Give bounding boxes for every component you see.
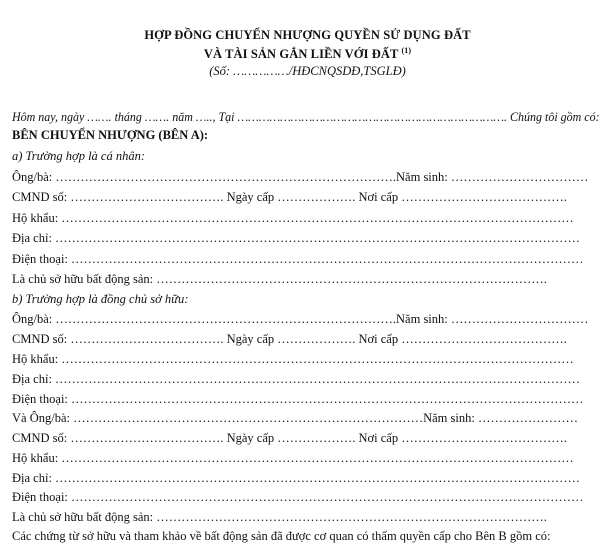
- household-field: Hộ khẩu: ……………………………………………………………………………………………………………: [12, 211, 574, 225]
- case-co-owner-heading: b) Trường hợp là đồng chủ sở hữu:: [12, 292, 189, 306]
- second-owner-phone-field: Điện thoại: ……………………………………………………………………………………………………………: [12, 490, 584, 504]
- second-owner-address-field: Địa chỉ: ………………………………………………………………………………………………………………: [12, 471, 581, 485]
- second-owner-name-field: Và Ông/bà: …………………………………………………………………………Năm sinh: ……………………: [12, 411, 578, 425]
- owner-name-field: Ông/bà: ……………………………………………………………………….Năm sinh: ……………………………: [12, 170, 589, 184]
- co-owner-phone-field: Điện thoại: ……………………………………………………………………………………………………………: [12, 392, 584, 406]
- co-owner-household-field: Hộ khẩu: ……………………………………………………………………………………………………………: [12, 352, 574, 366]
- document-title-line-1: HỢP ĐỒNG CHUYỂN NHƯỢNG QUYỀN SỬ DỤNG ĐẤT: [144, 28, 471, 42]
- second-owner-id-card-field: CMND số: ………………………………. Ngày cấp ………………. Nơi cấp ………………………………….: [12, 431, 567, 445]
- case-individual-heading: a) Trường hợp là cá nhân:: [12, 149, 146, 163]
- ownership-documents-line: Các chứng từ sở hữu và tham khảo về bất động sản đã được cơ quan có thẩm quyền cấp cho Bên B gồm có:: [12, 529, 551, 543]
- footnote-marker: (1): [401, 46, 412, 55]
- date-place-line: Hôm nay, ngày ……. tháng ……. năm ….., Tại …………………………………………………………………. Chúng tôi gồm có:: [12, 110, 600, 124]
- co-owner-name-field: Ông/bà: ……………………………………………………………………….Năm sinh: ……………………………: [12, 312, 589, 326]
- co-property-owner-field: Là chủ sở hữu bất động sản: ………………………………………………………………………………….: [12, 510, 547, 524]
- second-owner-household-field: Hộ khẩu: ……………………………………………………………………………………………………………: [12, 451, 574, 465]
- address-field: Địa chỉ: ………………………………………………………………………………………………………………: [12, 231, 581, 245]
- id-card-field: CMND số: ………………………………. Ngày cấp ………………. Nơi cấp ………………………………….: [12, 190, 567, 204]
- document-number: (Số: ……………/HĐCNQSDĐ,TSGLĐ): [209, 64, 406, 78]
- co-owner-id-card-field: CMND số: ………………………………. Ngày cấp ………………. Nơi cấp ………………………………….: [12, 332, 567, 346]
- document-title-line-2: [0, 46, 615, 62]
- property-owner-field: Là chủ sở hữu bất động sản: ………………………………………………………………………………….: [12, 272, 547, 286]
- phone-field: Điện thoại: ……………………………………………………………………………………………………………: [12, 252, 584, 266]
- co-owner-address-field: Địa chỉ: ………………………………………………………………………………………………………………: [12, 372, 581, 386]
- title-line-2-text: VÀ TÀI SẢN GẮN LIỀN VỚI ĐẤT: [203, 47, 399, 62]
- party-a-heading: BÊN CHUYỂN NHƯỢNG (BÊN A):: [12, 128, 209, 142]
